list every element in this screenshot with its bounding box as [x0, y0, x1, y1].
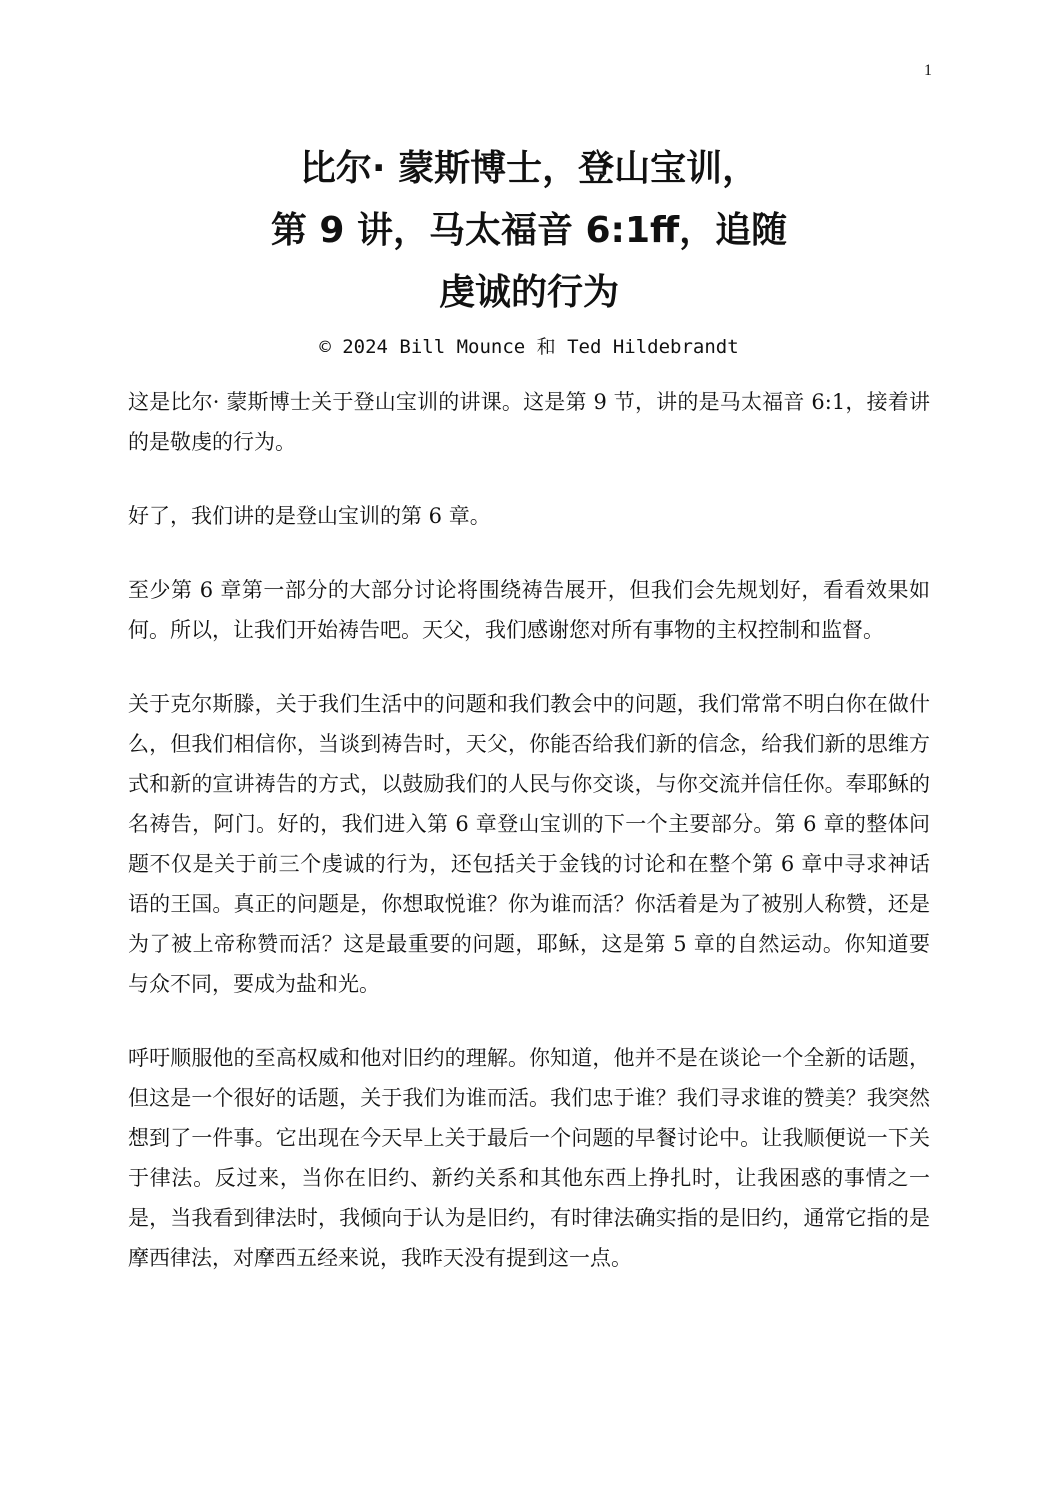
title-line-2: 第 9 讲，马太福音 6:1ff，追随	[270, 210, 788, 251]
page-number: 1	[924, 62, 932, 79]
paragraph-prayer-body: 关于克尔斯滕，关于我们生活中的问题和我们教会中的问题，我们常常不明白你在做什么，但我们相信你，当谈到祷告时，天父，你能否给我们新的信念，给我们新的思维方式和新的宣讲祷告的方式，以鼓励我们的人民与你交谈，与你交流并信任你。奉耶稣的名祷告，阿门。好的，我们进入第 6 章登山宝训的下一个主要部分。第 6 章的整体问题不仅是关于前三个虔诚的行为，还包括关于金钱的讨论和在整个第 6 章中寻求神话语的王国。真正的问题是，你想取悦谁？你为谁而活？你活着是为了被别人称赞，还是为了被上帝称赞而活？这是最重要的问题，耶稣，这是第 5 章的自然运动。你知道要与众不同，要成为盐和光。	[128, 692, 930, 996]
paragraph-law: 呼吁顺服他的至高权威和他对旧约的理解。你知道，他并不是在谈论一个全新的话题，但这是一个很好的话题，关于我们为谁而活。我们忠于谁？我们寻求谁的赞美？我突然想到了一件事。它出现在今天早上关于最后一个问题的早餐讨论中。让我顺便说一下关于律法。反过来，当你在旧约、新约关系和其他东西上挣扎时，让我困惑的事情之一是，当我看到律法时，我倾向于认为是旧约，有时律法确实指的是旧约，通常它指的是摩西律法，对摩西五经来说，我昨天没有提到这一点。	[128, 1046, 930, 1270]
title-block	[0, 138, 1058, 360]
paragraph-intro: 这是比尔· 蒙斯博士关于登山宝训的讲课。这是第 9 节，讲的是马太福音 6:1，接着讲的是敬虔的行为。	[128, 390, 930, 454]
copyright-line: © 2024 Bill Mounce 和 Ted Hildebrandt	[319, 336, 739, 358]
title-line-1: 比尔· 蒙斯博士，登山宝训，	[299, 148, 759, 189]
paragraph-prayer-start: 至少第 6 章第一部分的大部分讨论将围绕祷告展开，但我们会先规划好，看看效果如何。所以，让我们开始祷告吧。天父，我们感谢您对所有事物的主权控制和监督。	[128, 578, 930, 642]
title-line-3: 虔诚的行为	[438, 272, 619, 313]
paragraph-chapter: 好了，我们讲的是登山宝训的第 6 章。	[128, 504, 491, 528]
body-text	[128, 382, 930, 1312]
